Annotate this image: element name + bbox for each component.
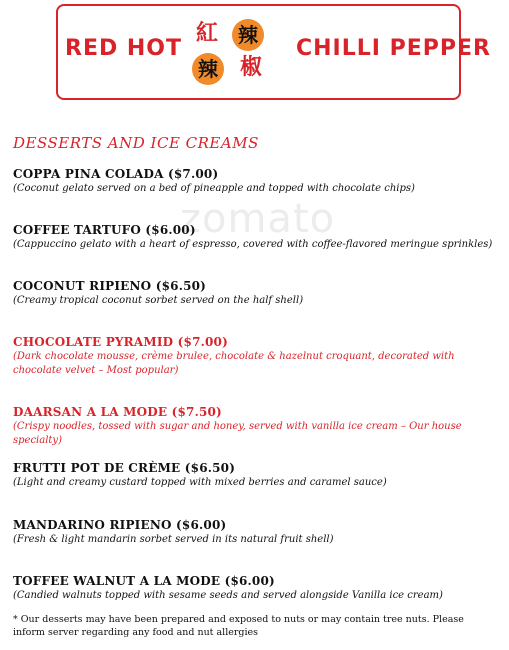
allergy-footnote: * Our desserts may have been prepared and exposed to nuts or may contain tree nuts. Please inform server regarding any food and nut allergies bbox=[13, 614, 464, 638]
menu-item-name: COCONUT RIPIENO ($6.50) bbox=[13, 279, 207, 293]
menu-item-description: (Creamy tropical coconut sorbet served on the half shell) bbox=[13, 295, 304, 306]
menu-item bbox=[13, 573, 501, 603]
menu-item-name: DAARSAN A LA MODE ($7.50) bbox=[13, 405, 222, 419]
menu-item-description: (Crispy noodles, tossed with sugar and honey, served with vanilla ice cream – Our house specialty) bbox=[13, 421, 462, 446]
menu-item bbox=[13, 460, 501, 490]
menu-item-name: MANDARINO RIPIENO ($6.00) bbox=[13, 518, 227, 532]
restaurant-logo bbox=[56, 4, 491, 100]
menu-item-highlighted bbox=[13, 404, 501, 448]
logo-chinese-characters bbox=[188, 19, 274, 85]
menu-item-name: COPPA PINA COLADA ($7.00) bbox=[13, 167, 219, 181]
menu-item-description: (Coconut gelato served on a bed of pineapple and topped with chocolate chips) bbox=[13, 183, 415, 194]
menu-item-description: (Light and creamy custard topped with mixed berries and caramel sauce) bbox=[13, 477, 387, 488]
menu-item-description: (Dark chocolate mousse, crème brulee, chocolate & hazelnut croquant, decorated with chocolate velvet – Most popular) bbox=[13, 351, 455, 376]
menu-item-description: (Fresh & light mandarin sorbet served in its natural fruit shell) bbox=[13, 534, 334, 545]
menu-item bbox=[13, 517, 501, 547]
logo-char-3: 辣 bbox=[192, 53, 224, 85]
logo-char-4: 椒 bbox=[239, 55, 262, 80]
logo-char-1: 紅 bbox=[195, 21, 218, 46]
logo-char-2: 辣 bbox=[232, 19, 264, 51]
menu-item-name: CHOCOLATE PYRAMID ($7.00) bbox=[13, 335, 228, 349]
logo-text-chilli-pepper: CHILLI PEPPER bbox=[296, 36, 491, 61]
menu-item-name: COFFEE TARTUFO ($6.00) bbox=[13, 223, 196, 237]
menu-item-highlighted bbox=[13, 334, 501, 378]
menu-item-description: (Candied walnuts topped with sesame seeds and served alongside Vanilla ice cream) bbox=[13, 590, 443, 601]
menu-item-name: TOFFEE WALNUT A LA MODE ($6.00) bbox=[13, 574, 275, 588]
menu-item bbox=[13, 278, 501, 308]
menu-item bbox=[13, 222, 501, 252]
menu-item-name: FRUTTI POT DE CRÈME ($6.50) bbox=[13, 461, 236, 475]
zomato-watermark: zomato bbox=[180, 196, 336, 242]
logo-text-red-hot: RED HOT bbox=[65, 36, 183, 61]
menu-item-description: (Cappuccino gelato with a heart of espresso, covered with coffee-flavored meringue sprinkles) bbox=[13, 239, 493, 250]
menu-item bbox=[13, 166, 501, 196]
section-title: DESSERTS AND ICE CREAMS bbox=[13, 134, 259, 152]
